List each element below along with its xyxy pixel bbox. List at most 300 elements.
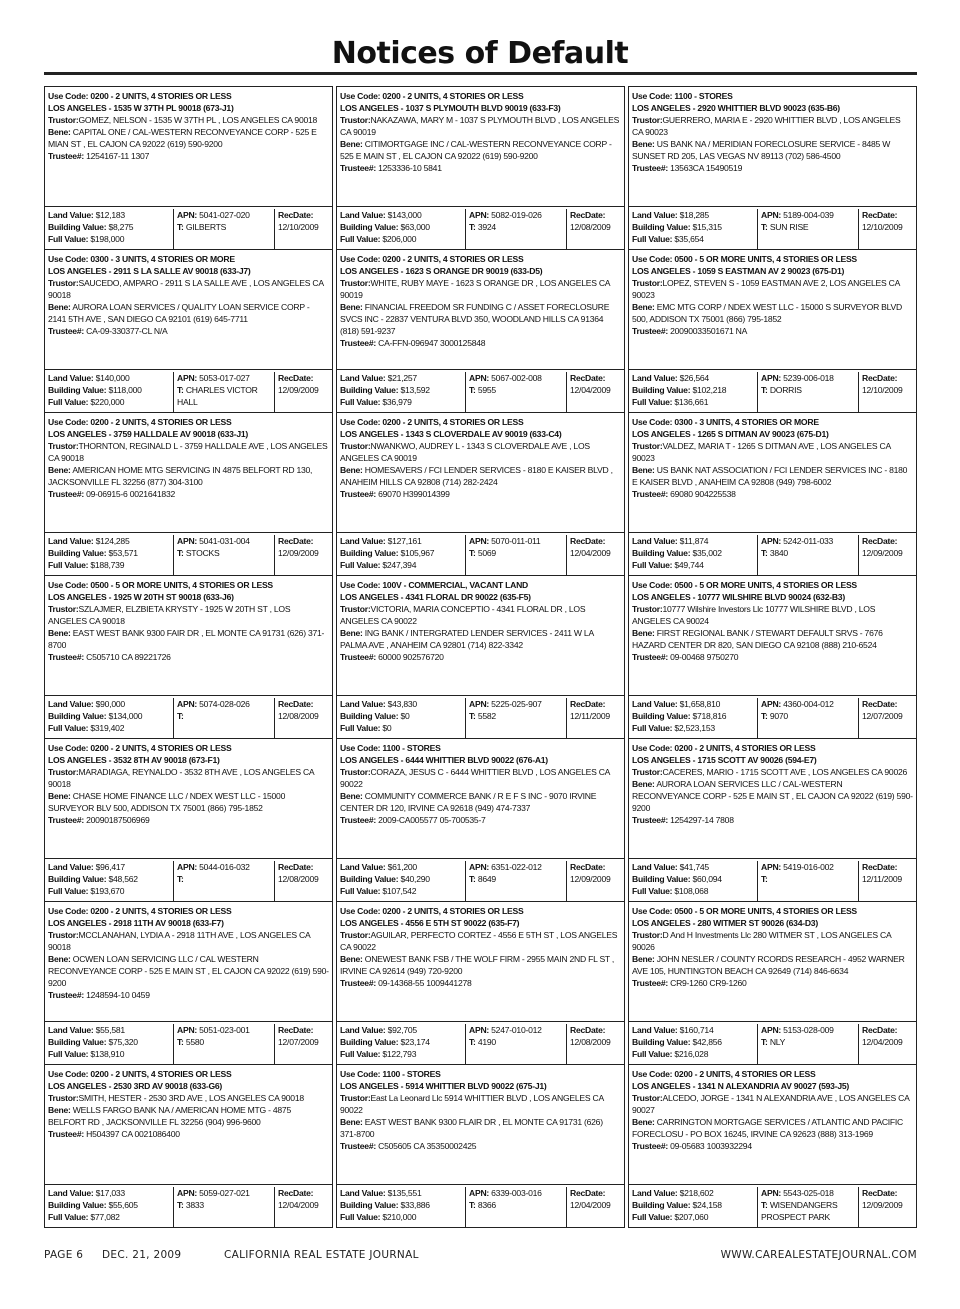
notice-details [337, 413, 624, 533]
use-code: Use Code: 0200 - 2 UNITS, 4 STORIES OR LESS [48, 1069, 232, 1079]
t-label: T: [761, 711, 768, 721]
notice-values [45, 859, 332, 901]
land-value-line [632, 1187, 754, 1199]
trustee-label: Trustee#: [48, 815, 84, 825]
land-value-label: Land Value: [48, 1188, 94, 1198]
trustor-value: CACERES, MARIO - 1715 SCOTT AVE , LOS ANGELES CA 90026 [662, 767, 908, 777]
building-value-line [340, 1036, 462, 1048]
full-value: $319,402 [90, 723, 125, 733]
value-cell [45, 1187, 173, 1227]
t-line [177, 547, 271, 559]
use-code: Use Code: 1100 - STORES [340, 743, 441, 753]
bene-value: JOHN NESLER / COUNTY RCORDS RESEARCH - 4952 WARNER AVE 105, HUNTINGTON BEACH CA 92649 (714) 846-6634 [632, 954, 905, 976]
use-code: Use Code: 100V - COMMERCIAL, VACANT LAND [340, 580, 528, 590]
trustee-label: Trustee#: [340, 978, 376, 988]
apn-value: 5239-006-018 [783, 373, 834, 383]
trustor-value: CORAZA, JESUS C - 6444 WHITTIER BLVD , LOS ANGELES CA 90022 [340, 767, 610, 789]
t-line [469, 1199, 563, 1211]
full-value: $36,979 [382, 397, 412, 407]
trustor-label: Trustor: [632, 278, 663, 288]
bene-label: Bene: [48, 302, 71, 312]
full-value: $108,068 [674, 886, 709, 896]
bene-label: Bene: [48, 954, 71, 964]
t-value: 3833 [185, 1200, 204, 1210]
property-address: LOS ANGELES - 2920 WHITTIER BLVD 90023 (635-B6) [632, 103, 840, 113]
apn-line [469, 535, 563, 547]
recdate-label: RecDate: [862, 699, 898, 709]
value-cell [629, 535, 757, 575]
bene-label: Bene: [48, 791, 71, 801]
trustee-value: C505605 CA 35350002425 [378, 1141, 477, 1151]
full-value: $77,082 [90, 1212, 120, 1222]
land-value-line [48, 372, 170, 384]
building-value-label: Building Value: [632, 385, 691, 395]
full-value: $207,060 [674, 1212, 709, 1222]
apn-value: 5543-025-018 [783, 1188, 834, 1198]
notice-values [45, 533, 332, 575]
land-value: $11,874 [679, 536, 709, 546]
notice-details [45, 739, 332, 859]
full-value: $0 [382, 723, 392, 733]
building-value: $118,000 [108, 385, 142, 395]
recdate-label: RecDate: [862, 1025, 898, 1035]
bene-value: CARRINGTON MORTGAGE SERVICES / ATLANTIC AND PACIFIC FORECLOSU - PO BOX 16245, IRVINE CA 92623 (888) 313-1969 [632, 1117, 903, 1139]
trustee-line [340, 337, 621, 349]
building-value: $35,002 [692, 548, 722, 558]
trustee-line [340, 162, 621, 174]
land-value-line [632, 698, 754, 710]
apn-label: APN: [177, 536, 198, 546]
bene-value: EAST WEST BANK 9300 FAIR DR , EL MONTE CA 91731 (626) 371-8700 [48, 628, 325, 650]
apn-line [761, 535, 855, 547]
full-value-line [632, 885, 754, 897]
apn-line [761, 698, 855, 710]
t-line [761, 384, 855, 396]
notice-values [629, 696, 916, 738]
notice-column [628, 86, 917, 1228]
trustee-value: 20090033501671 NA [670, 326, 748, 336]
trustor-value: NAKAZAWA, MARY M - 1037 S PLYMOUTH BLVD , LOS ANGELES CA 90019 [340, 115, 620, 137]
full-value-line [632, 722, 754, 734]
notice-values [45, 207, 332, 249]
apn-label: APN: [469, 210, 490, 220]
apn-line [761, 1024, 855, 1036]
trustee-value: 69070 H399014399 [378, 489, 450, 499]
full-value-label: Full Value: [340, 886, 381, 896]
footer-page-number: PAGE 6 [44, 1249, 84, 1261]
building-value-line [340, 710, 462, 722]
trustor-label: Trustor: [48, 767, 79, 777]
apn-line [469, 1187, 563, 1199]
property-address: LOS ANGELES - 6444 WHITTIER BLVD 90022 (676-A1) [340, 755, 548, 765]
building-value: $13,592 [400, 385, 430, 395]
bene-label: Bene: [632, 302, 655, 312]
apn-value: 6351-022-012 [491, 862, 542, 872]
notice-values [629, 1185, 916, 1227]
building-value-line [48, 547, 170, 559]
building-value-label: Building Value: [632, 1037, 691, 1047]
land-value-line [632, 209, 754, 221]
trustee-value: 09-06915-6 0021641832 [86, 489, 176, 499]
trustor-label: Trustor: [48, 1093, 79, 1103]
t-label: T: [761, 1200, 768, 1210]
full-value-label: Full Value: [48, 397, 89, 407]
land-value-line [48, 698, 170, 710]
recdate-label: RecDate: [862, 373, 898, 383]
trustor-line [340, 440, 621, 464]
trustor-label: Trustor: [48, 115, 79, 125]
building-value-line [48, 384, 170, 396]
notice-card [44, 575, 333, 739]
bene-line [48, 953, 329, 989]
full-value-label: Full Value: [632, 234, 673, 244]
notice-details [45, 250, 332, 370]
apn-line [469, 861, 563, 873]
trustor-line [632, 440, 913, 464]
bene-value: HOMESAVERS / FCI LENDER SERVICES - 8180 E KAISER BLVD , ANAHEIM HILLS CA 92808 (714) 282-2424 [340, 465, 613, 487]
land-value: $143,000 [387, 210, 422, 220]
land-value: $26,564 [679, 373, 709, 383]
use-code: Use Code: 1100 - STORES [632, 91, 733, 101]
apn-line [177, 1187, 271, 1199]
t-label: T: [177, 222, 184, 232]
value-cell [337, 861, 465, 901]
recdate-label: RecDate: [862, 862, 898, 872]
bene-label: Bene: [632, 954, 655, 964]
apn-value: 5242-011-033 [783, 536, 834, 546]
land-value: $1,658,810 [679, 699, 721, 709]
apn-label: APN: [469, 1188, 490, 1198]
apn-cell [465, 372, 566, 412]
building-value-line [340, 221, 462, 233]
notice-details [45, 576, 332, 696]
notice-card [44, 412, 333, 576]
full-value-label: Full Value: [632, 723, 673, 733]
full-value-line [340, 1048, 462, 1060]
value-cell [45, 861, 173, 901]
building-value-label: Building Value: [48, 1037, 107, 1047]
land-value-line [340, 698, 462, 710]
full-value-line [48, 396, 170, 408]
trustor-value: AGUILAR, PERFECTO CORTEZ - 4556 E 5TH ST , LOS ANGELES CA 90022 [340, 930, 618, 952]
land-value-label: Land Value: [340, 373, 386, 383]
recdate-label: RecDate: [278, 373, 314, 383]
use-code: Use Code: 0200 - 2 UNITS, 4 STORIES OR LESS [48, 743, 232, 753]
bene-value: ING BANK / INTERGRATED LENDER SERVICES - 2411 W LA PALMA AVE , ANAHEIM CA 92801 (714) 822-3342 [340, 628, 594, 650]
building-value: $15,315 [692, 222, 722, 232]
recdate-value: 12/04/2009 [278, 1200, 319, 1210]
trustor-label: Trustor: [632, 604, 663, 614]
recdate-label: RecDate: [862, 1188, 898, 1198]
notice-card [628, 1064, 917, 1228]
apn-label: APN: [177, 1188, 198, 1198]
building-value: $53,571 [108, 548, 138, 558]
land-value: $140,000 [95, 373, 130, 383]
apn-label: APN: [761, 1188, 782, 1198]
building-value-label: Building Value: [632, 1200, 691, 1210]
trustor-label: Trustor: [340, 441, 371, 451]
building-value-line [632, 873, 754, 885]
recdate-cell [566, 698, 624, 738]
building-value-label: Building Value: [48, 1200, 107, 1210]
recdate-value: 12/04/2009 [570, 548, 611, 558]
full-value-label: Full Value: [632, 1049, 673, 1059]
bene-line [340, 464, 621, 488]
building-value: $42,856 [692, 1037, 722, 1047]
trustor-line [632, 603, 913, 627]
building-value-label: Building Value: [340, 222, 399, 232]
apn-cell [173, 1024, 274, 1064]
use-code: Use Code: 0500 - 5 OR MORE UNITS, 4 STORIES OR LESS [632, 254, 857, 264]
trustee-line [632, 814, 913, 826]
value-cell [629, 861, 757, 901]
bene-label: Bene: [340, 465, 363, 475]
building-value-label: Building Value: [340, 1200, 399, 1210]
trustee-label: Trustee#: [632, 652, 668, 662]
bene-line [632, 464, 913, 488]
t-line [469, 384, 563, 396]
full-value-label: Full Value: [48, 1212, 89, 1222]
property-address: LOS ANGELES - 1037 S PLYMOUTH BLVD 90019 (633-F3) [340, 103, 561, 113]
building-value-line [340, 873, 462, 885]
land-value-line [632, 861, 754, 873]
apn-cell [757, 698, 858, 738]
full-value-line [48, 885, 170, 897]
land-value-label: Land Value: [632, 373, 678, 383]
t-value: 9070 [769, 711, 788, 721]
trustor-label: Trustor: [48, 441, 79, 451]
apn-line [761, 1187, 855, 1199]
apn-label: APN: [761, 210, 782, 220]
land-value: $61,200 [387, 862, 417, 872]
apn-cell [173, 1187, 274, 1227]
bene-value: COMMUNITY COMMERCE BANK / R E F S INC - 9070 IRVINE CENTER DR 120, IRVINE CA 92618 (949) 474-7337 [340, 791, 597, 813]
trustee-value: 09-05683 1003932294 [670, 1141, 752, 1151]
trustor-label: Trustor: [632, 441, 663, 451]
building-value-label: Building Value: [632, 548, 691, 558]
trustee-line [632, 651, 913, 663]
t-line [469, 873, 563, 885]
building-value-line [48, 1199, 170, 1211]
land-value: $92,705 [387, 1025, 417, 1035]
notice-card [628, 86, 917, 250]
land-value-label: Land Value: [340, 1188, 386, 1198]
apn-value: 5419-016-002 [783, 862, 834, 872]
trustor-value: 10777 Wilshire Investors Llc 10777 WILSHIRE BLVD , LOS ANGELES CA 90024 [632, 604, 876, 626]
page-title: Notices of Default [331, 36, 629, 71]
building-value: $0 [400, 711, 410, 721]
t-label: T: [469, 1200, 476, 1210]
land-value-label: Land Value: [48, 1025, 94, 1035]
building-value: $33,886 [400, 1200, 430, 1210]
full-value-line [48, 722, 170, 734]
bene-value: AMERICAN HOME MTG SERVICING IN 4875 BELFORT RD 130, JACKSONVILLE FL 32256 (877) 304-3100 [48, 465, 313, 487]
t-line [469, 547, 563, 559]
trustor-line [48, 603, 329, 627]
trustor-line [340, 929, 621, 953]
notice-card [44, 1064, 333, 1228]
bene-line [48, 126, 329, 150]
land-value-line [340, 372, 462, 384]
t-value: DORRIS [769, 385, 802, 395]
recdate-label: RecDate: [570, 373, 606, 383]
t-value: CHARLES VICTOR HALL [177, 385, 258, 407]
trustee-line [632, 977, 913, 989]
full-value-label: Full Value: [48, 234, 89, 244]
recdate-cell [858, 535, 916, 575]
use-code: Use Code: 0200 - 2 UNITS, 4 STORIES OR LESS [340, 254, 524, 264]
value-cell [337, 209, 465, 249]
t-label: T: [469, 548, 476, 558]
bene-line [48, 1104, 329, 1128]
t-line [761, 1199, 855, 1223]
notice-details [45, 87, 332, 207]
property-address: LOS ANGELES - 1265 S DITMAN AV 90023 (675-D1) [632, 429, 829, 439]
apn-cell [465, 1024, 566, 1064]
trustor-value: VALDEZ, MARIA T - 1265 S DITMAN AVE , LOS ANGELES CA 90023 [632, 441, 891, 463]
notice-card [628, 738, 917, 902]
full-value-line [340, 1211, 462, 1223]
use-code: Use Code: 0200 - 2 UNITS, 4 STORIES OR LESS [48, 91, 232, 101]
trustee-label: Trustee#: [632, 163, 668, 173]
footer-url[interactable]: WWW.CAREALESTATEJOURNAL.COM [720, 1249, 917, 1261]
bene-line [632, 1116, 913, 1140]
t-value: 8649 [477, 874, 496, 884]
apn-cell [173, 209, 274, 249]
land-value: $12,183 [95, 210, 125, 220]
apn-cell [173, 861, 274, 901]
use-code: Use Code: 0500 - 5 OR MORE UNITS, 4 STORIES OR LESS [632, 906, 857, 916]
title-rule [44, 72, 917, 75]
t-value: 5580 [185, 1037, 204, 1047]
t-label: T: [177, 874, 184, 884]
value-cell [337, 1187, 465, 1227]
notice-details [45, 1065, 332, 1185]
building-value: $102,218 [692, 385, 727, 395]
page-footer [44, 1249, 917, 1263]
trustee-label: Trustee#: [340, 489, 376, 499]
trustor-label: Trustor: [48, 604, 79, 614]
full-value-line [48, 1048, 170, 1060]
land-value-line [340, 1024, 462, 1036]
recdate-cell [274, 1187, 332, 1227]
apn-label: APN: [177, 1025, 198, 1035]
trustee-label: Trustee#: [48, 652, 84, 662]
notice-card [628, 901, 917, 1065]
bene-line [340, 953, 621, 977]
recdate-value: 12/08/2009 [570, 1037, 611, 1047]
apn-value: 5044-016-032 [199, 862, 250, 872]
recdate-label: RecDate: [570, 1188, 606, 1198]
notice-values [337, 859, 624, 901]
value-cell [629, 209, 757, 249]
full-value-label: Full Value: [340, 397, 381, 407]
bene-line [340, 627, 621, 651]
building-value: $60,094 [692, 874, 722, 884]
value-cell [337, 535, 465, 575]
notice-details [629, 1065, 916, 1185]
t-value: 3840 [769, 548, 788, 558]
building-value-label: Building Value: [340, 548, 399, 558]
apn-label: APN: [469, 373, 490, 383]
apn-line [761, 209, 855, 221]
bene-value: CAPITAL ONE / CAL-WESTERN RECONVEYANCE CORP - 525 E MIAN ST , EL CAJON CA 92022 (619) 590-9200 [48, 127, 317, 149]
trustor-line [340, 766, 621, 790]
t-line [177, 221, 271, 233]
recdate-value: 12/04/2009 [862, 1037, 903, 1047]
bene-label: Bene: [340, 954, 363, 964]
trustee-value: CR9-1260 CR9-1260 [670, 978, 747, 988]
trustee-label: Trustee#: [48, 990, 84, 1000]
notice-details [337, 739, 624, 859]
apn-cell [465, 861, 566, 901]
property-address: LOS ANGELES - 1535 W 37TH PL 90018 (673-J1) [48, 103, 234, 113]
building-value: $55,605 [108, 1200, 138, 1210]
full-value-line [632, 233, 754, 245]
apn-line [177, 1024, 271, 1036]
property-address: LOS ANGELES - 2911 S LA SALLE AV 90018 (633-J7) [48, 266, 251, 276]
trustee-value: 20090187506969 [86, 815, 150, 825]
notice-column [336, 86, 625, 1228]
apn-cell [173, 372, 274, 412]
value-cell [629, 372, 757, 412]
property-address: LOS ANGELES - 3759 HALLDALE AV 90018 (633-J1) [48, 429, 248, 439]
trustee-label: Trustee#: [340, 815, 376, 825]
apn-value: 5247-010-012 [491, 1025, 542, 1035]
apn-cell [465, 535, 566, 575]
t-value: 5069 [477, 548, 496, 558]
t-value: 5955 [477, 385, 496, 395]
notice-values [629, 1022, 916, 1064]
trustee-label: Trustee#: [340, 652, 376, 662]
notice-values [337, 533, 624, 575]
bene-label: Bene: [632, 1117, 655, 1127]
trustor-line [340, 114, 621, 138]
building-value-label: Building Value: [340, 711, 399, 721]
recdate-value: 12/11/2009 [862, 874, 902, 884]
use-code: Use Code: 0200 - 2 UNITS, 4 STORIES OR LESS [632, 743, 816, 753]
apn-line [469, 698, 563, 710]
apn-line [177, 698, 271, 710]
trustee-value: 1254167-11 1307 [86, 151, 150, 161]
building-value-line [632, 1199, 754, 1211]
building-value-line [48, 710, 170, 722]
trustor-label: Trustor: [340, 604, 371, 614]
bene-label: Bene: [48, 465, 71, 475]
building-value: $63,000 [400, 222, 430, 232]
value-cell [629, 698, 757, 738]
bene-value: CITIMORTGAGE INC / CAL-WESTERN RECONVEYANCE CORP - 525 E MAIN ST , EL CAJON CA 92022 (619) 590-9200 [340, 139, 612, 161]
apn-value: 5067-002-008 [491, 373, 542, 383]
trustor-label: Trustor: [340, 930, 371, 940]
full-value-line [48, 233, 170, 245]
bene-line [340, 138, 621, 162]
full-value-line [632, 396, 754, 408]
recdate-label: RecDate: [862, 536, 898, 546]
full-value-label: Full Value: [48, 886, 89, 896]
land-value-label: Land Value: [340, 699, 386, 709]
trustee-value: 2009-CA005577 05-700535-7 [378, 815, 486, 825]
land-value-line [48, 1187, 170, 1199]
trustee-line [48, 989, 329, 1001]
notice-card [336, 901, 625, 1065]
land-value: $135,551 [387, 1188, 422, 1198]
value-cell [629, 1187, 757, 1227]
bene-value: FINANCIAL FREEDOM SR FUNDING C / ASSET FORECLOSURE SVCS INC - 22837 VENTURA BLVD 350, WOODLAND HILLS CA 91364 (818) 591-9237 [340, 302, 610, 336]
full-value-line [632, 1211, 754, 1223]
property-address: LOS ANGELES - 2918 11TH AV 90018 (633-F7) [48, 918, 224, 928]
recdate-cell [858, 209, 916, 249]
